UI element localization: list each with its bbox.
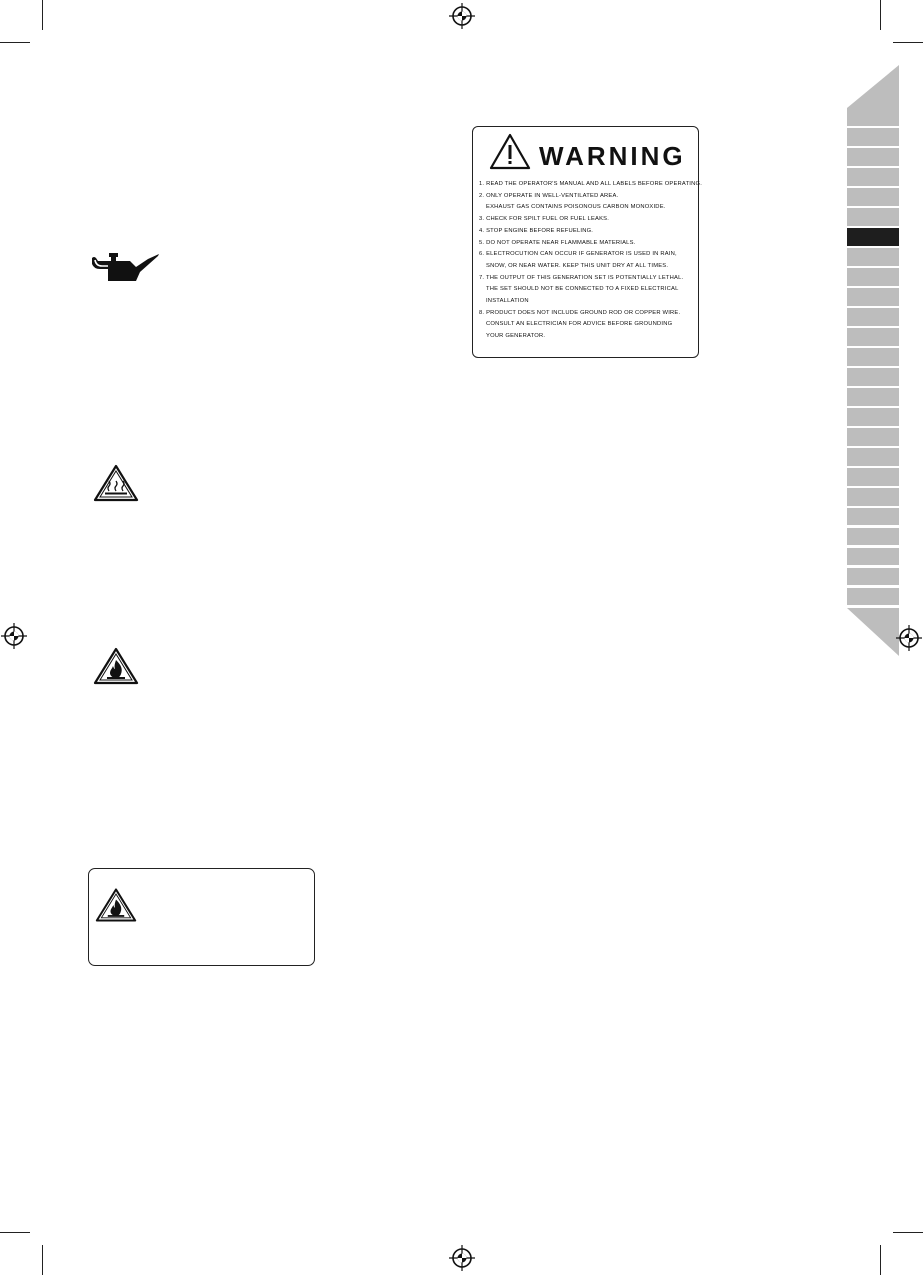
warning-item: 3. CHECK FOR SPILT FUEL OR FUEL LEAKS.	[479, 216, 610, 223]
index-tab	[847, 348, 899, 366]
index-tab	[847, 288, 899, 306]
index-tab	[847, 368, 899, 386]
index-tab	[847, 408, 899, 426]
warning-item-continuation: INSTALLATION	[486, 298, 529, 305]
index-tab	[847, 308, 899, 326]
registration-mark-icon	[1, 623, 27, 649]
registration-mark-icon	[449, 1245, 475, 1271]
warning-item-continuation: THE SET SHOULD NOT BE CONNECTED TO A FIXED ELECTRICAL	[486, 286, 679, 293]
oil-can-icon	[90, 250, 160, 284]
index-tab	[847, 268, 899, 286]
tab-index-top-corner	[847, 65, 899, 108]
crop-mark	[0, 1232, 30, 1233]
crop-mark	[42, 1245, 43, 1275]
index-tab	[847, 208, 899, 226]
crop-mark	[0, 42, 30, 43]
flammable-warning-icon	[93, 647, 139, 685]
crop-mark	[893, 42, 923, 43]
warning-items-list	[479, 179, 703, 343]
index-tab	[847, 568, 899, 586]
warning-item: 6. ELECTROCUTION CAN OCCUR IF GENERATOR IS USED IN RAIN,	[479, 251, 677, 258]
warning-item-continuation: CONSULT AN ELECTRICIAN FOR ADVICE BEFORE GROUNDING	[486, 321, 673, 328]
crop-mark	[880, 0, 881, 30]
index-tab	[847, 188, 899, 206]
index-tab	[847, 128, 899, 146]
warning-item: 2. ONLY OPERATE IN WELL-VENTILATED AREA.	[479, 192, 619, 199]
exclamation-warning-icon	[489, 133, 531, 171]
index-tab	[847, 148, 899, 166]
index-tab	[847, 448, 899, 466]
index-tab	[847, 548, 899, 566]
index-tab	[847, 468, 899, 486]
warning-item: 1. READ THE OPERATOR'S MANUAL AND ALL LABELS BEFORE OPERATING.	[479, 181, 703, 187]
hot-surface-warning-icon	[93, 464, 139, 502]
crop-mark	[893, 1232, 923, 1233]
flammable-warning-icon	[95, 887, 137, 923]
warning-item: 7. THE OUTPUT OF THIS GENERATION SET IS POTENTIALLY LETHAL.	[479, 274, 684, 281]
crop-mark	[42, 0, 43, 30]
index-tab	[847, 508, 899, 526]
index-tab	[847, 428, 899, 446]
index-tab	[847, 388, 899, 406]
tab-index-bottom-corner	[847, 608, 899, 656]
flammable-label-box	[88, 868, 315, 966]
index-tab-active	[847, 228, 899, 246]
registration-mark-icon	[896, 625, 922, 651]
index-tab	[847, 168, 899, 186]
registration-mark-icon	[449, 3, 475, 29]
warning-label	[472, 126, 703, 358]
index-tab	[847, 588, 899, 606]
warning-title: WARNING	[539, 141, 686, 171]
warning-item-continuation: SNOW, OR NEAR WATER. KEEP THIS UNIT DRY AT ALL TIMES.	[486, 262, 669, 269]
index-tab	[847, 328, 899, 346]
index-tab	[847, 488, 899, 506]
index-tab	[847, 528, 899, 546]
thumb-index-tabs	[847, 108, 899, 608]
index-tab	[847, 248, 899, 266]
warning-item: 8. PRODUCT DOES NOT INCLUDE GROUND ROD OR COPPER WIRE.	[479, 309, 681, 316]
warning-item-continuation: EXHAUST GAS CONTAINS POISONOUS CARBON MONOXIDE.	[486, 204, 666, 211]
warning-item: 5. DO NOT OPERATE NEAR FLAMMABLE MATERIALS.	[479, 239, 636, 246]
index-tab	[847, 108, 899, 126]
crop-mark	[880, 1245, 881, 1275]
warning-item-continuation: YOUR GENERATOR.	[486, 333, 546, 340]
warning-item: 4. STOP ENGINE BEFORE REFUELING.	[479, 227, 594, 234]
